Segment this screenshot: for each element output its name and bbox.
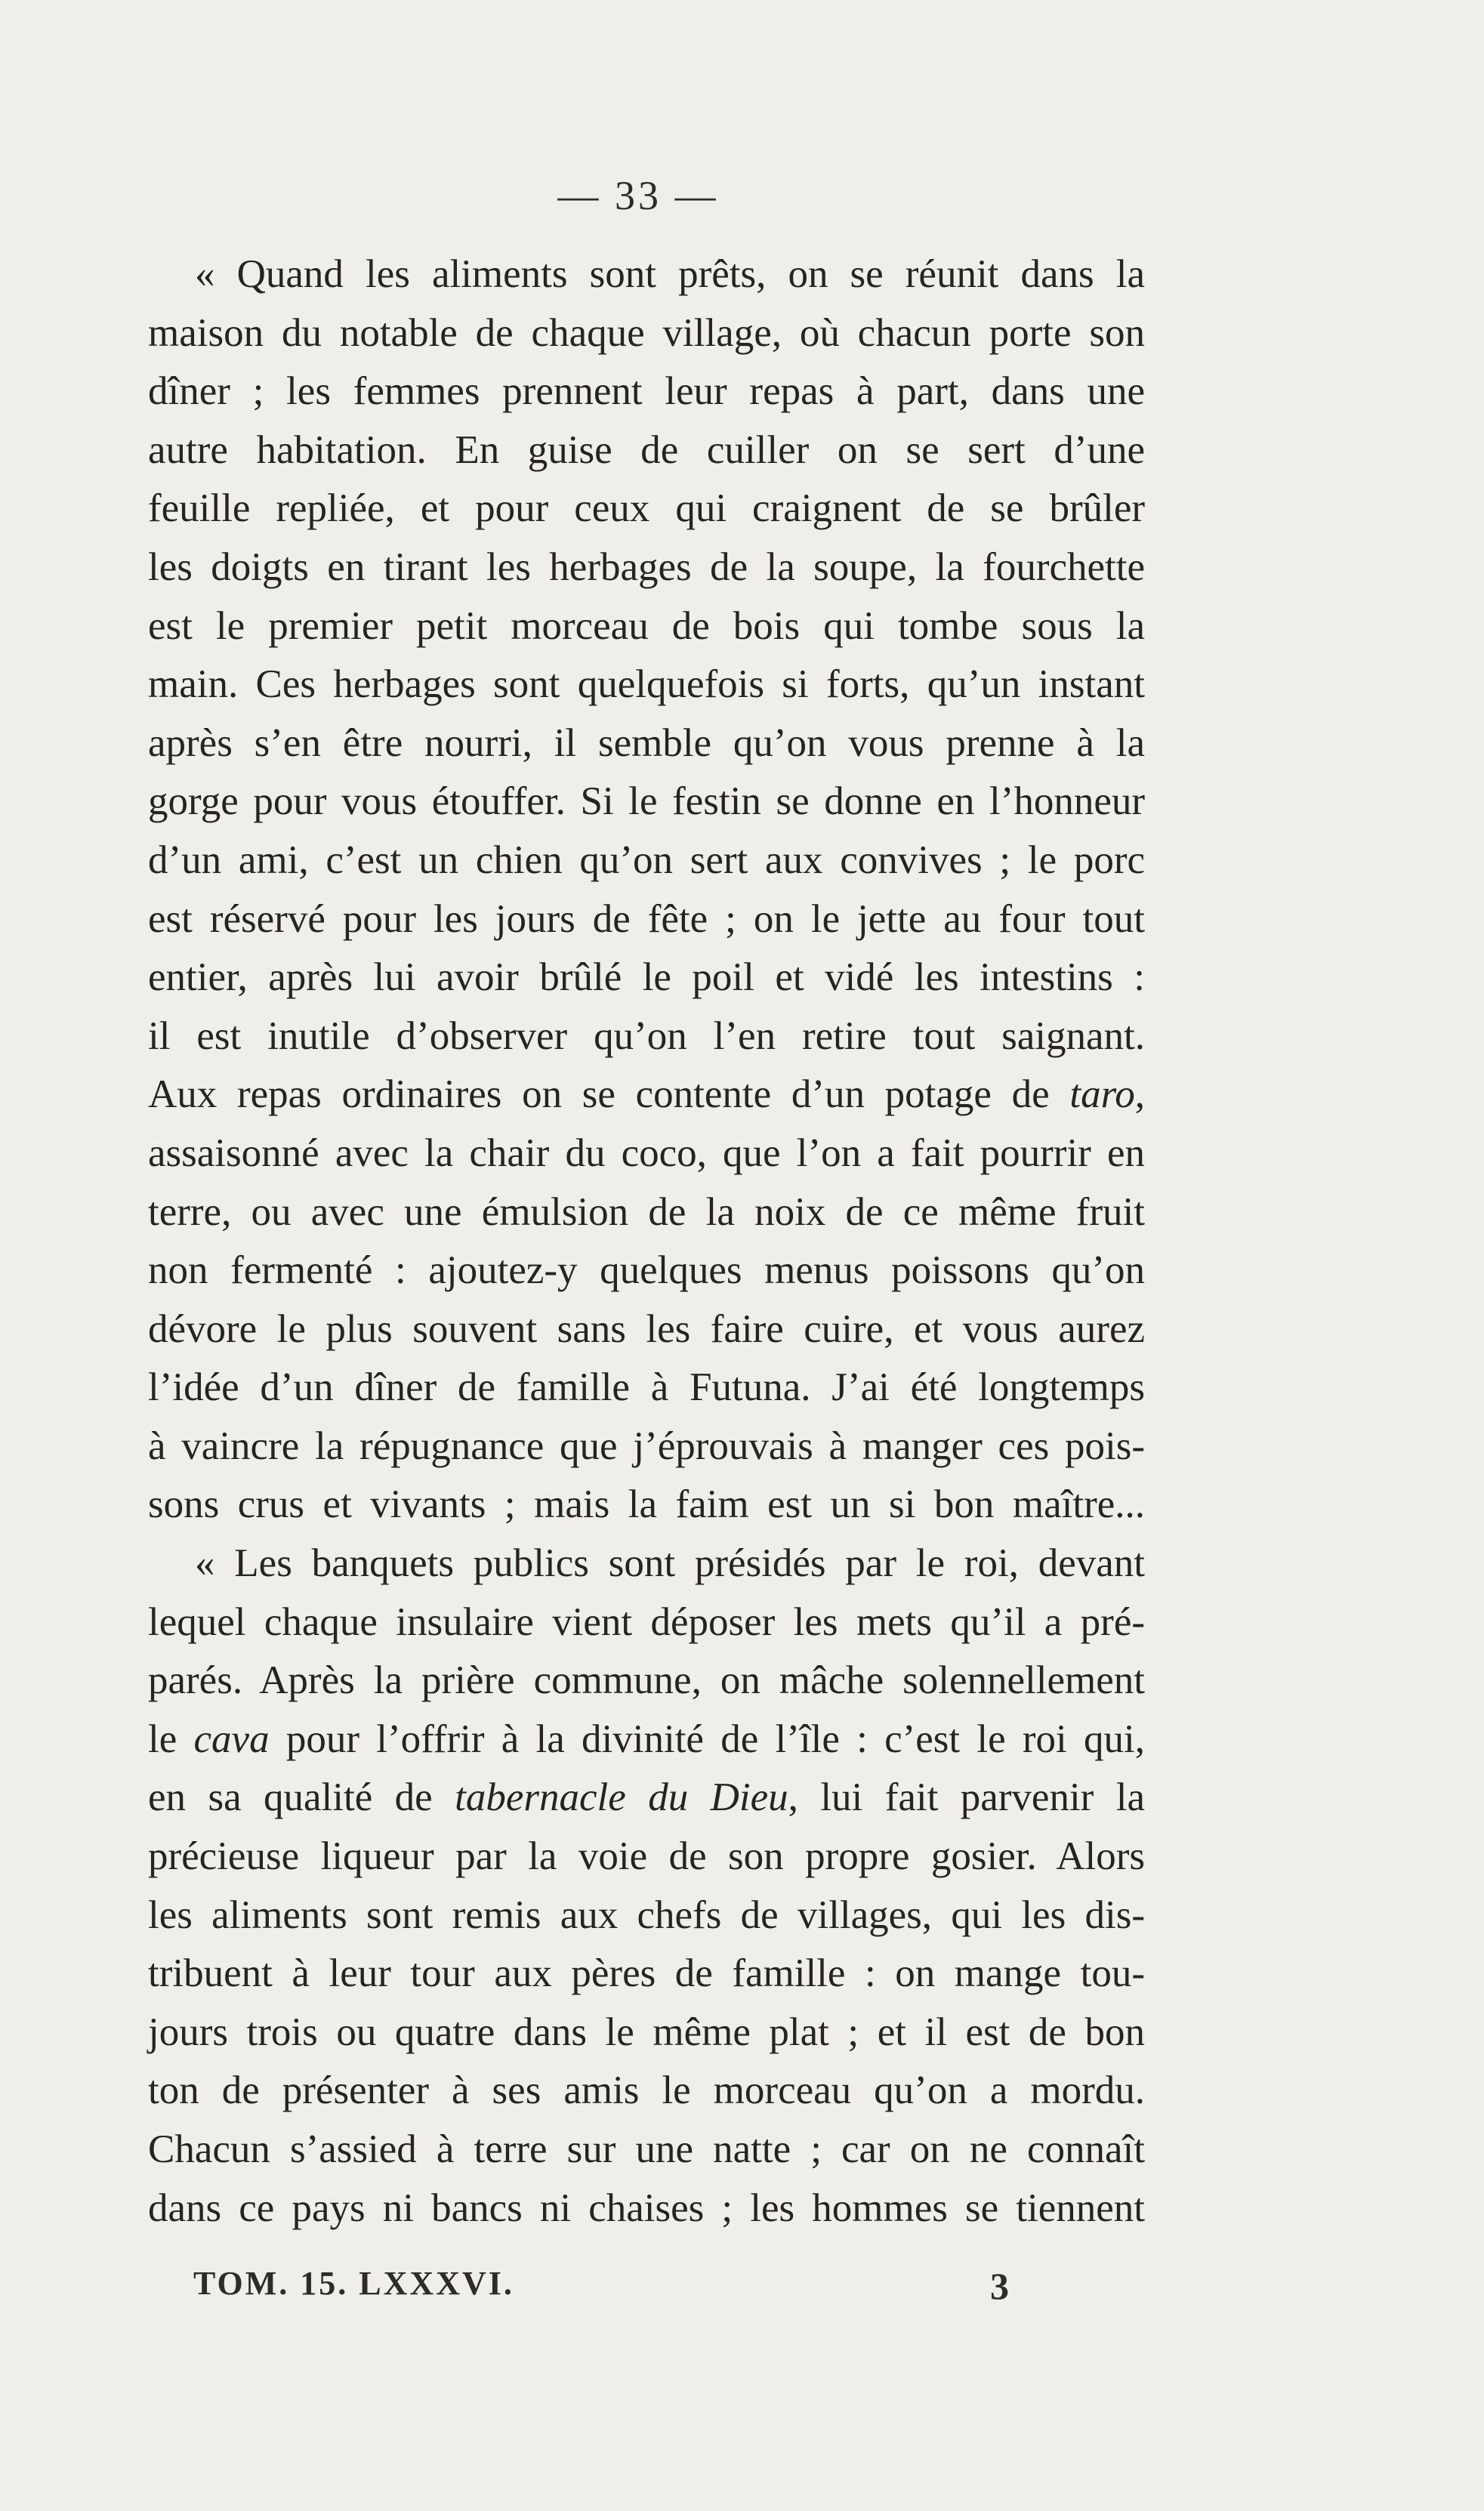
italic-phrase: tabernacle du Dieu xyxy=(455,1775,788,1820)
text-line: jours trois ou quatre dans le même plat ; et il est de bon xyxy=(148,2010,1145,2054)
text-line: feuille repliée, et pour ceux qui craignent de se brûler xyxy=(148,486,1145,531)
text-line: Chacun s’assied à terre sur une natte ; car on ne connaît xyxy=(148,2127,1145,2171)
text-line: maison du notable de chaque village, où chacun porte son xyxy=(148,310,1145,355)
body-text xyxy=(148,245,1145,2238)
text-line: Aux repas ordinaires on se contente d’un potage de taro, xyxy=(148,1072,1145,1117)
text-line: il est inutile d’observer qu’on l’en retire tout saignant. xyxy=(148,1013,1145,1058)
text-line: précieuse liqueur par la voie de son propre gosier. Alors xyxy=(148,1834,1145,1879)
text-line: « Quand les aliments sont prêts, on se réunit dans la xyxy=(195,252,1145,296)
text-line: « Les banquets publics sont présidés par le roi, devant xyxy=(195,1541,1145,1586)
text-line: main. Ces herbages sont quelquefois si forts, qu’un instant xyxy=(148,662,1145,707)
text-line: ton de présenter à ses amis le morceau qu’on a mordu. xyxy=(148,2068,1145,2113)
text-line: les doigts en tirant les herbages de la soupe, la fourchette xyxy=(148,544,1145,589)
text-line: le cava pour l’offrir à la divinité de l’île : c’est le roi qui, xyxy=(148,1717,1145,1761)
text-line: d’un ami, c’est un chien qu’on sert aux convives ; le porc xyxy=(148,838,1145,882)
text-line: est réservé pour les jours de fête ; on le jette au four tout xyxy=(148,896,1145,941)
italic-word: cava xyxy=(193,1717,270,1761)
text-line: à vaincre la répugnance que j’éprouvais à manger ces pois- xyxy=(148,1424,1145,1468)
text-line: terre, ou avec une émulsion de la noix de ce même fruit xyxy=(148,1189,1145,1234)
text-line: sons crus et vivants ; mais la faim est un si bon maître... xyxy=(148,1482,1145,1527)
text-line: en sa qualité de tabernacle du Dieu, lui fait parvenir la xyxy=(148,1775,1146,1820)
text-line: entier, après lui avoir brûlé le poil et vidé les intestins : xyxy=(148,955,1145,1000)
text-line: tribuent à leur tour aux pères de famille : on mange tou- xyxy=(148,1951,1145,1996)
text-line: dîner ; les femmes prennent leur repas à part, dans une xyxy=(148,369,1145,414)
sheet-number: 3 xyxy=(990,2265,1009,2307)
text-line: parés. Après la prière commune, on mâche solennellement xyxy=(148,1658,1145,1703)
text-line: autre habitation. En guise de cuiller on se sert d’une xyxy=(148,427,1145,472)
page-number: — 33 — xyxy=(557,173,719,218)
text-line: non fermenté : ajoutez-y quelques menus poissons qu’on xyxy=(148,1248,1145,1293)
italic-word: taro xyxy=(1069,1072,1135,1117)
text-line: assaisonné avec la chair du coco, que l’on a fait pourrir en xyxy=(148,1131,1145,1175)
text-line: l’idée d’un dîner de famille à Futuna. J’ai été longtemps xyxy=(148,1365,1145,1410)
text-line: gorge pour vous étouffer. Si le festin se donne en l’honneur xyxy=(148,779,1145,824)
text-line: les aliments sont remis aux chefs de villages, qui les dis- xyxy=(148,1893,1145,1937)
text-line: est le premier petit morceau de bois qui tombe sous la xyxy=(148,603,1145,648)
text-line: dans ce pays ni bancs ni chaises ; les hommes se tiennent xyxy=(148,2186,1145,2230)
text-line: après s’en être nourri, il semble qu’on vous prenne à la xyxy=(148,720,1145,765)
text-line: dévore le plus souvent sans les faire cuire, et vous aurez xyxy=(148,1306,1145,1351)
text-line: lequel chaque insulaire vient déposer les mets qu’il a pré- xyxy=(148,1599,1145,1644)
volume-signature: TOM. 15. LXXXVI. xyxy=(193,2265,514,2302)
